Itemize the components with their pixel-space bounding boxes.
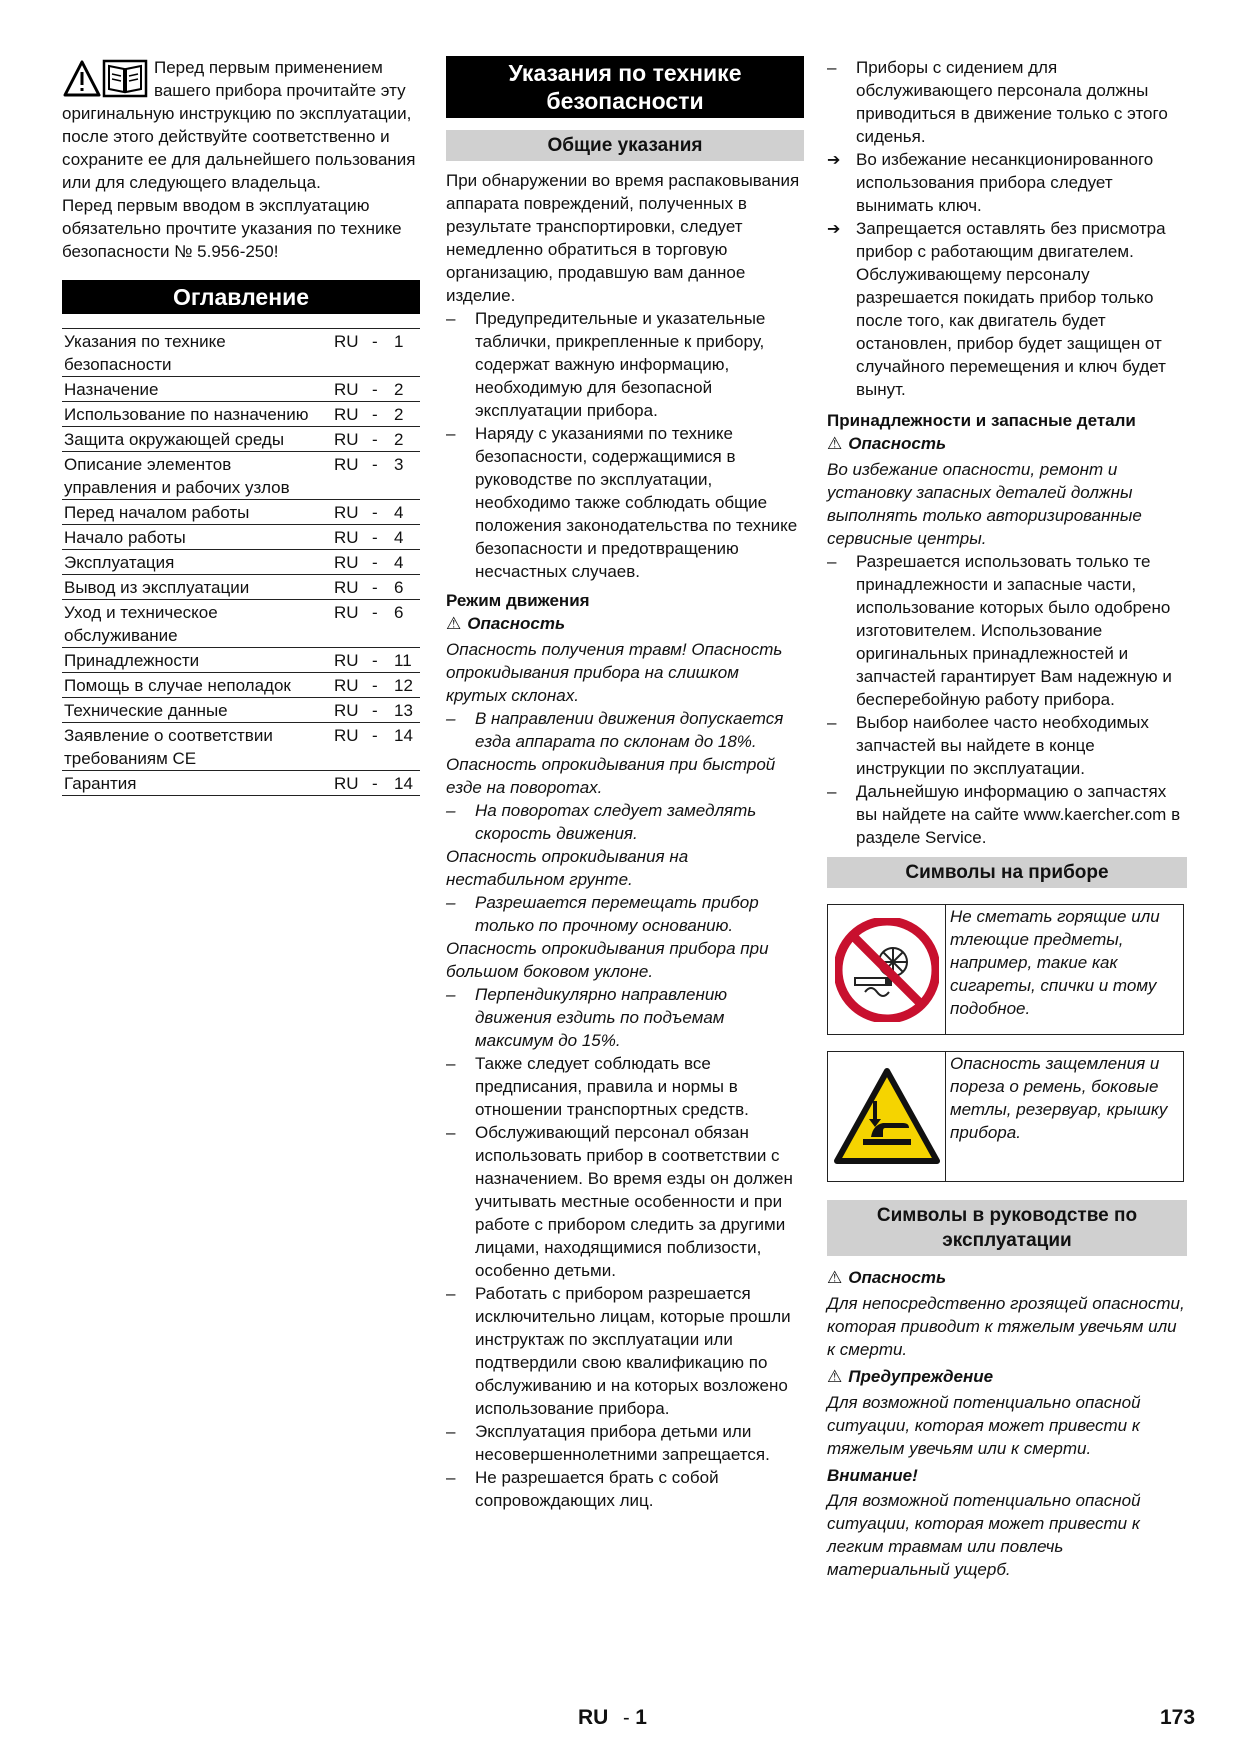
seat-list	[827, 56, 1187, 148]
warning-read-manual-icon	[62, 58, 148, 98]
warning-triangle-icon: ⚠	[827, 1268, 843, 1288]
accessories-list	[827, 550, 1187, 849]
list-item: – Разрешается перемещать прибор только по прочному основанию.	[446, 891, 804, 937]
safety-title: Указания по технике безопасности	[446, 56, 804, 118]
column-right	[827, 56, 1187, 1581]
list-item: – На поворотах следует замедлять скорость движения.	[446, 799, 804, 845]
toc-label: Начало работы	[62, 525, 330, 550]
list-item: – Разрешается использовать только те принадлежности и запасные части, использование которых было одобрено изготовителем. Использование оригинальных принадлежностей и запчастей гарантирует Вам надежную и бесперебойную работу прибора.	[827, 550, 1187, 711]
caution-description: Для возможной потенциально опасной ситуации, которая может привести к легким травмам или повлечь материальный ущерб.	[827, 1491, 1141, 1579]
toc-dash: -	[370, 550, 392, 575]
toc-label: Эксплуатация	[62, 550, 330, 575]
toc-row	[62, 600, 420, 648]
driving-text: Опасность опрокидывания на нестабильном грунте.	[446, 847, 689, 889]
toc-lang: RU	[330, 427, 370, 452]
toc-table	[62, 328, 420, 796]
toc-label: Защита окружающей среды	[62, 427, 330, 452]
toc-page: 11	[392, 648, 420, 673]
intro-text: Перед первым применением вашего прибора прочитайте эту оригинальную инструкцию по эксплуатации, после этого действуйте соответственно и сохраните ее для дальнейшего пользования или для следующего владельца.	[62, 58, 416, 192]
toc-dash: -	[370, 771, 392, 796]
intro-safety-note: Перед первым вводом в эксплуатацию обязательно прочтите указания по технике безопасности № 5.956-250!	[62, 196, 402, 261]
toc-row	[62, 723, 420, 771]
toc-row	[62, 377, 420, 402]
toc-row	[62, 698, 420, 723]
list-item: – Перпендикулярно направлению движения ездить по подъемам максимум до 15%.	[446, 983, 804, 1052]
danger-description: Для непосредственно грозящей опасности, которая приводит к тяжелым увечьям или к смерти.	[827, 1294, 1185, 1359]
toc-lang: RU	[330, 698, 370, 723]
list-item: – Наряду с указаниями по технике безопасности, содержащимися в руководстве по эксплуатации, необходимо также соблюдать общие положения законодательства по технике безопасности и предотвращению несчастных случаев.	[446, 422, 804, 583]
warning-triangle-icon: ⚠	[827, 434, 843, 454]
toc-label: Заявление о соответствии требованиям CE	[62, 723, 330, 771]
driving-heading: Режим движения	[446, 591, 590, 610]
driving-text: Опасность опрокидывания прибора при большом боковом уклоне.	[446, 939, 769, 981]
toc-lang: RU	[330, 329, 370, 377]
driving-list	[446, 799, 804, 845]
general-para: При обнаружении во время распаковывания аппарата повреждений, полученных в результате транспортировки, следует немедленно обратиться в торговую организацию, продавшую вам данное изделие.	[446, 171, 800, 305]
symbol-row	[827, 1051, 1184, 1182]
list-item: – Работать с прибором разрешается исключительно лицам, которые прошли инструктаж по эксплуатации или подтвердили свою квалификацию по обслуживанию и на которых возложено использование прибора.	[446, 1282, 804, 1420]
toc-lang: RU	[330, 452, 370, 500]
general-list	[446, 307, 804, 583]
toc-label: Уход и техническое обслуживание	[62, 600, 330, 648]
warning-triangle-icon: ⚠	[446, 614, 462, 634]
danger-label: ⚠ Опасность	[827, 434, 947, 454]
symbol-image-cell	[828, 1052, 946, 1181]
list-item: ➔ Во избежание несанкционированного использования прибора следует вынимать ключ.	[827, 148, 1187, 217]
footer-page-number: 173	[1160, 1706, 1196, 1729]
toc-dash: -	[370, 648, 392, 673]
toc-label: Вывод из эксплуатации	[62, 575, 330, 600]
toc-row	[62, 673, 420, 698]
toc-row	[62, 550, 420, 575]
column-middle	[446, 56, 804, 1512]
danger-label: ⚠ Опасность	[827, 1268, 947, 1288]
list-item: – Предупредительные и указательные таблички, прикрепленные к прибору, содержат важную информацию, необходимую для безопасной эксплуатации прибора.	[446, 307, 804, 422]
toc-row	[62, 427, 420, 452]
toc-page: 6	[392, 575, 420, 600]
toc-dash: -	[370, 452, 392, 500]
toc-dash: -	[370, 377, 392, 402]
caution-label: Внимание!	[827, 1466, 918, 1485]
warning-triangle-icon: ⚠	[827, 1367, 843, 1387]
toc-label: Гарантия	[62, 771, 330, 796]
driving-rules-list	[446, 1052, 804, 1512]
toc-page: 14	[392, 723, 420, 771]
toc-label: Назначение	[62, 377, 330, 402]
list-item: – Не разрешается брать с собой сопровождающих лиц.	[446, 1466, 804, 1512]
toc-label: Технические данные	[62, 698, 330, 723]
toc-dash: -	[370, 329, 392, 377]
intro-block	[62, 56, 420, 263]
toc-dash: -	[370, 600, 392, 648]
toc-row	[62, 525, 420, 550]
hand-crush-warning-icon	[833, 1067, 941, 1167]
toc-label: Использование по назначению	[62, 402, 330, 427]
toc-dash: -	[370, 723, 392, 771]
toc-page: 14	[392, 771, 420, 796]
toc-row	[62, 452, 420, 500]
toc-lang: RU	[330, 377, 370, 402]
toc-dash: -	[370, 402, 392, 427]
toc-page: 6	[392, 600, 420, 648]
toc-lang: RU	[330, 723, 370, 771]
column-left	[62, 56, 420, 796]
list-item: – Эксплуатация прибора детьми или несовершеннолетними запрещается.	[446, 1420, 804, 1466]
toc-row	[62, 771, 420, 796]
toc-label: Перед началом работы	[62, 500, 330, 525]
toc-page: 2	[392, 377, 420, 402]
driving-list	[446, 891, 804, 937]
toc-lang: RU	[330, 500, 370, 525]
toc-dash: -	[370, 427, 392, 452]
accessories-danger-text: Во избежание опасности, ремонт и установку запасных деталей должны выполнять только авторизированные сервисные центры.	[827, 460, 1142, 548]
warning-description: Для возможной потенциально опасной ситуации, которая может привести к тяжелым увечьям или к смерти.	[827, 1393, 1141, 1458]
toc-row	[62, 648, 420, 673]
driving-text: Опасность получения травм! Опасность опрокидывания прибора на слишком крутых склонах.	[446, 640, 783, 705]
toc-label: Принадлежности	[62, 648, 330, 673]
toc-page: 12	[392, 673, 420, 698]
toc-lang: RU	[330, 550, 370, 575]
toc-lang: RU	[330, 648, 370, 673]
list-item: – Обслуживающий персонал обязан использовать прибор в соответствии с назначением. Во время езды он должен учитывать местные особенности и при работе с прибором следить за другими лицами, находящимися поблизости, особенно детьми.	[446, 1121, 804, 1282]
toc-dash: -	[370, 673, 392, 698]
warning-label: ⚠ Предупреждение	[827, 1367, 994, 1387]
symbol-row	[827, 904, 1184, 1035]
toc-page: 2	[392, 402, 420, 427]
manual-symbols-heading: Символы в руководстве по эксплуатации	[827, 1200, 1187, 1256]
list-item: – Приборы с сидением для обслуживающего персонала должны приводиться в движение только с этого сиденья.	[827, 56, 1187, 148]
list-item: – Также следует соблюдать все предписания, правила и нормы в отношении транспортных средств.	[446, 1052, 804, 1121]
toc-dash: -	[370, 525, 392, 550]
accessories-heading: Принадлежности и запасные детали	[827, 411, 1136, 430]
symbol-text: Не сметать горящие или тлеющие предметы, например, такие как сигареты, спички и тому подобное.	[950, 907, 1160, 1018]
toc-title: Оглавление	[62, 280, 420, 314]
toc-dash: -	[370, 575, 392, 600]
toc-page: 4	[392, 550, 420, 575]
driving-list	[446, 983, 804, 1052]
list-item: ➔ Запрещается оставлять без присмотра прибор с работающим двигателем. Обслуживающему персоналу разрешается покидать прибор только после того, как двигатель будет остановлен, прибор будет защищен от случайного перемещения и ключ будет вынут.	[827, 217, 1187, 401]
footer-local-page: - 1	[623, 1706, 647, 1729]
symbol-text: Опасность защемления и пореза о ремень, боковые метлы, резервуар, крышку прибора.	[950, 1054, 1168, 1142]
no-burning-objects-icon	[835, 918, 939, 1022]
list-item: – В направлении движения допускается езда аппарата по склонам до 18%.	[446, 707, 804, 753]
toc-lang: RU	[330, 600, 370, 648]
toc-lang: RU	[330, 402, 370, 427]
list-item: – Выбор наиболее часто необходимых запчастей вы найдете в конце инструкции по эксплуатации.	[827, 711, 1187, 780]
toc-lang: RU	[330, 575, 370, 600]
toc-row	[62, 402, 420, 427]
danger-label: ⚠ Опасность	[446, 614, 566, 634]
key-list	[827, 148, 1187, 401]
footer-language: RU	[578, 1706, 609, 1729]
toc-row	[62, 500, 420, 525]
toc-lang: RU	[330, 525, 370, 550]
toc-label: Указания по технике безопасности	[62, 329, 330, 377]
symbol-image-cell	[828, 905, 946, 1034]
device-symbols-heading: Символы на приборе	[827, 857, 1187, 888]
toc-page: 13	[392, 698, 420, 723]
toc-lang: RU	[330, 771, 370, 796]
driving-list	[446, 707, 804, 753]
toc-dash: -	[370, 500, 392, 525]
list-item: – Дальнейшую информацию о запчастях вы найдете на сайте www.kaercher.com в разделе Service.	[827, 780, 1187, 849]
toc-page: 4	[392, 525, 420, 550]
toc-lang: RU	[330, 673, 370, 698]
toc-page: 3	[392, 452, 420, 500]
toc-page: 4	[392, 500, 420, 525]
toc-label: Помощь в случае неполадок	[62, 673, 330, 698]
toc-page: 2	[392, 427, 420, 452]
general-notes-heading: Общие указания	[446, 130, 804, 161]
toc-label: Описание элементов управления и рабочих узлов	[62, 452, 330, 500]
driving-text: Опасность опрокидывания при быстрой езде на поворотах.	[446, 755, 776, 797]
toc-page: 1	[392, 329, 420, 377]
toc-row	[62, 575, 420, 600]
toc-row	[62, 329, 420, 377]
toc-dash: -	[370, 698, 392, 723]
